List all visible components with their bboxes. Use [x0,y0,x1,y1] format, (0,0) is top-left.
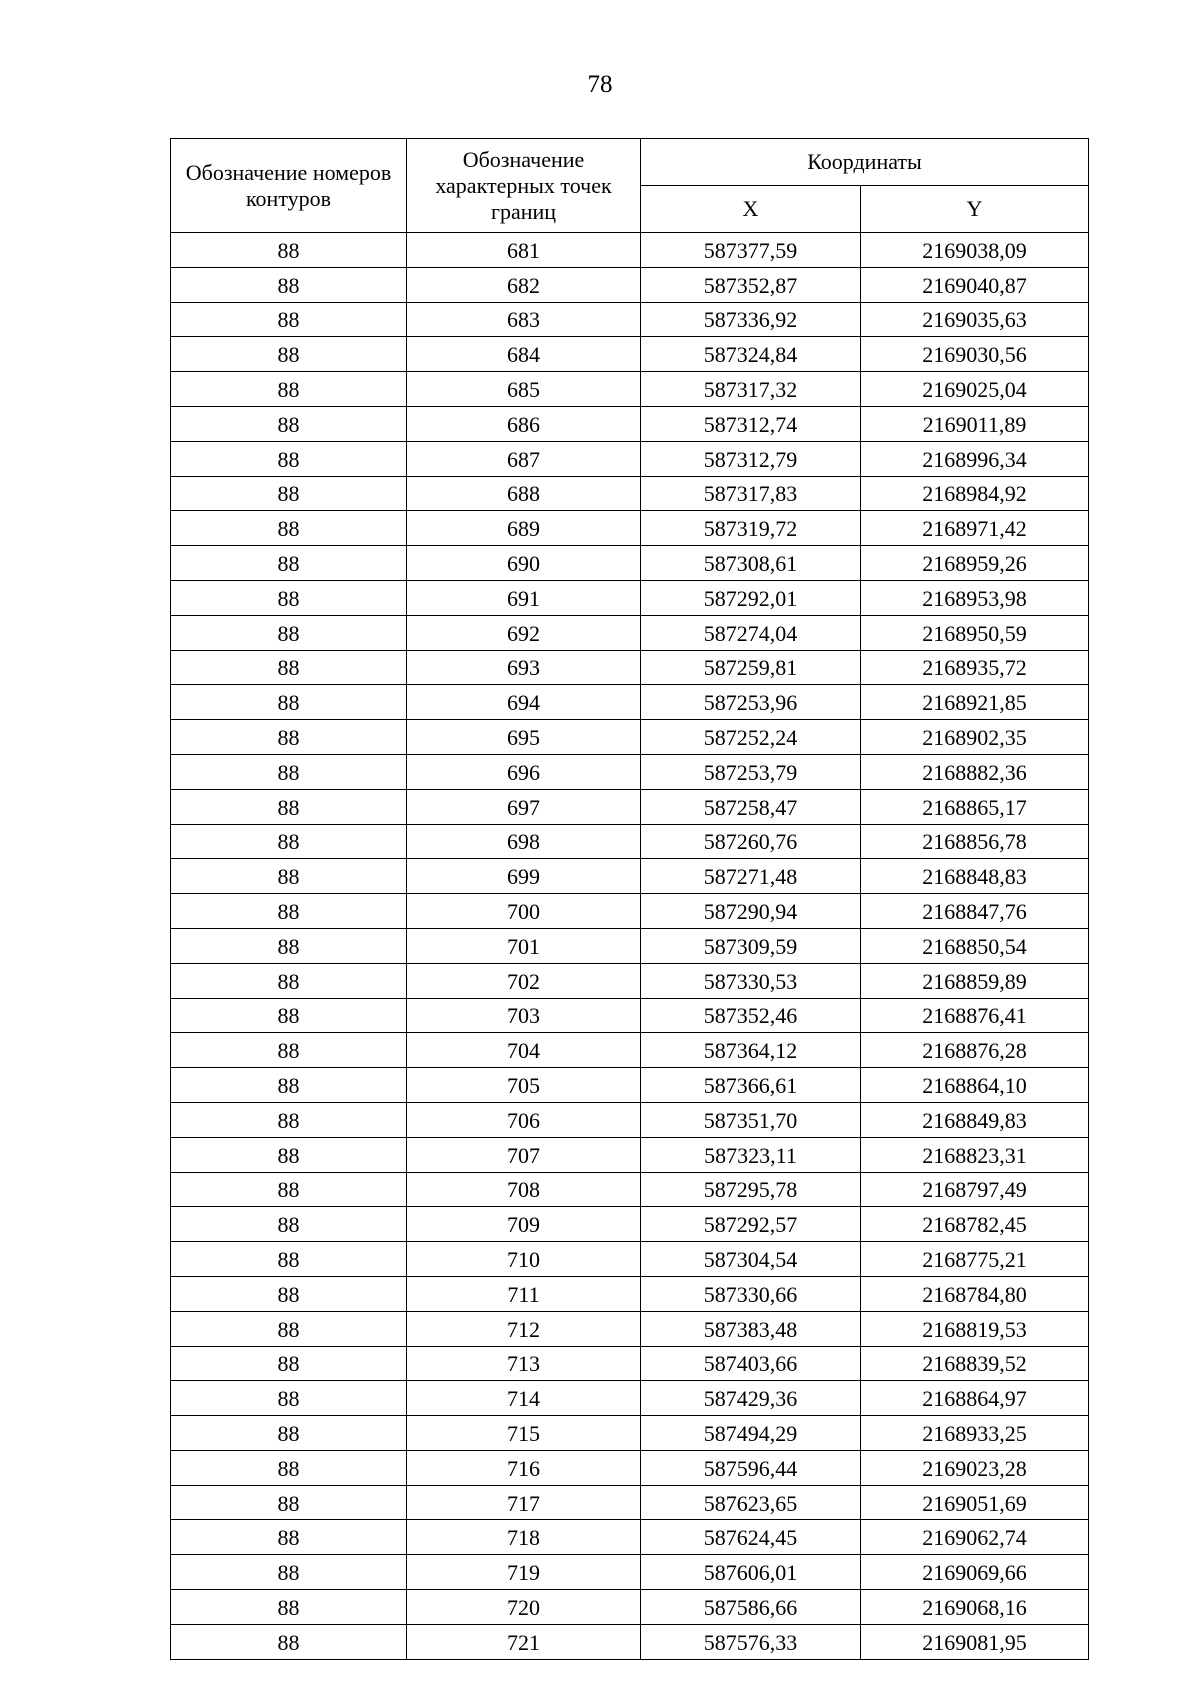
x-cell: 587366,61 [641,1068,861,1103]
x-cell: 587292,01 [641,580,861,615]
table-row [171,1346,1089,1381]
y-cell: 2168849,83 [861,1102,1089,1137]
point-cell: 688 [407,476,641,511]
point-cell: 700 [407,894,641,929]
table-body [171,233,1089,1660]
contour-cell: 88 [171,1624,407,1659]
x-cell: 587403,66 [641,1346,861,1381]
y-cell: 2168784,80 [861,1276,1089,1311]
y-cell: 2168819,53 [861,1311,1089,1346]
x-cell: 587596,44 [641,1450,861,1485]
x-cell: 587383,48 [641,1311,861,1346]
page-number: 78 [587,71,613,98]
y-cell: 2169051,69 [861,1485,1089,1520]
table-row [171,859,1089,894]
header-row-top [171,139,1089,186]
x-cell: 587309,59 [641,928,861,963]
contour-cell: 88 [171,406,407,441]
point-cell: 705 [407,1068,641,1103]
point-cell: 710 [407,1242,641,1277]
contour-cell: 88 [171,372,407,407]
x-cell: 587330,66 [641,1276,861,1311]
table-row [171,1172,1089,1207]
y-cell: 2169035,63 [861,302,1089,337]
y-cell: 2169030,56 [861,337,1089,372]
y-cell: 2168850,54 [861,928,1089,963]
table-row [171,1520,1089,1555]
point-cell: 696 [407,754,641,789]
contour-cell: 88 [171,1485,407,1520]
contour-cell: 88 [171,1242,407,1277]
y-cell: 2169081,95 [861,1624,1089,1659]
table-row [171,302,1089,337]
header-point: Обозначение характерных точек границ [407,139,641,233]
table-row [171,1624,1089,1659]
x-cell: 587364,12 [641,1033,861,1068]
y-cell: 2168984,92 [861,476,1089,511]
table-row [171,720,1089,755]
point-cell: 720 [407,1590,641,1625]
point-cell: 712 [407,1311,641,1346]
x-cell: 587351,70 [641,1102,861,1137]
table-row [171,754,1089,789]
point-cell: 689 [407,511,641,546]
point-cell: 716 [407,1450,641,1485]
table-row [171,1102,1089,1137]
point-cell: 695 [407,720,641,755]
contour-cell: 88 [171,1555,407,1590]
table-row [171,337,1089,372]
point-cell: 718 [407,1520,641,1555]
x-cell: 587252,24 [641,720,861,755]
contour-cell: 88 [171,650,407,685]
y-cell: 2168876,28 [861,1033,1089,1068]
contour-cell: 88 [171,1207,407,1242]
table-row [171,1242,1089,1277]
point-cell: 719 [407,1555,641,1590]
table-row [171,963,1089,998]
contour-cell: 88 [171,511,407,546]
table-row [171,1137,1089,1172]
table-row [171,789,1089,824]
contour-cell: 88 [171,720,407,755]
y-cell: 2168848,83 [861,859,1089,894]
x-cell: 587253,79 [641,754,861,789]
x-cell: 587260,76 [641,824,861,859]
point-cell: 682 [407,267,641,302]
x-cell: 587352,87 [641,267,861,302]
x-cell: 587623,65 [641,1485,861,1520]
contour-cell: 88 [171,302,407,337]
x-cell: 587317,32 [641,372,861,407]
table-row [171,1381,1089,1416]
point-cell: 697 [407,789,641,824]
point-cell: 693 [407,650,641,685]
header-contour: Обозначение номеров контуров [171,139,407,233]
header-coordinates: Координаты [641,139,1089,186]
point-cell: 681 [407,233,641,268]
contour-cell: 88 [171,894,407,929]
table-row [171,615,1089,650]
table-row [171,1276,1089,1311]
contour-cell: 88 [171,1172,407,1207]
point-cell: 709 [407,1207,641,1242]
y-cell: 2169025,04 [861,372,1089,407]
x-cell: 587324,84 [641,337,861,372]
table-row [171,1033,1089,1068]
y-cell: 2168902,35 [861,720,1089,755]
y-cell: 2168856,78 [861,824,1089,859]
point-cell: 692 [407,615,641,650]
y-cell: 2168935,72 [861,650,1089,685]
contour-cell: 88 [171,1416,407,1451]
y-cell: 2168971,42 [861,511,1089,546]
point-cell: 691 [407,580,641,615]
contour-cell: 88 [171,1520,407,1555]
table-row [171,546,1089,581]
point-cell: 714 [407,1381,641,1416]
point-cell: 686 [407,406,641,441]
contour-cell: 88 [171,1450,407,1485]
point-cell: 708 [407,1172,641,1207]
y-cell: 2168797,49 [861,1172,1089,1207]
table-row [171,1311,1089,1346]
contour-cell: 88 [171,1346,407,1381]
point-cell: 711 [407,1276,641,1311]
point-cell: 701 [407,928,641,963]
table-row [171,580,1089,615]
table-row [171,650,1089,685]
table-row [171,233,1089,268]
coordinates-table [170,138,1089,1660]
contour-cell: 88 [171,1276,407,1311]
x-cell: 587295,78 [641,1172,861,1207]
table-header [171,139,1089,233]
table-row [171,824,1089,859]
contour-cell: 88 [171,824,407,859]
table-row [171,1068,1089,1103]
table-row [171,1416,1089,1451]
y-cell: 2169038,09 [861,233,1089,268]
contour-cell: 88 [171,1311,407,1346]
y-cell: 2168996,34 [861,441,1089,476]
x-cell: 587494,29 [641,1416,861,1451]
header-y: Y [861,186,1089,233]
x-cell: 587377,59 [641,233,861,268]
y-cell: 2168882,36 [861,754,1089,789]
y-cell: 2168933,25 [861,1416,1089,1451]
point-cell: 687 [407,441,641,476]
x-cell: 587352,46 [641,998,861,1033]
y-cell: 2169068,16 [861,1590,1089,1625]
point-cell: 684 [407,337,641,372]
x-cell: 587319,72 [641,511,861,546]
y-cell: 2169069,66 [861,1555,1089,1590]
table-row [171,894,1089,929]
table-row [171,511,1089,546]
point-cell: 685 [407,372,641,407]
contour-cell: 88 [171,337,407,372]
x-cell: 587292,57 [641,1207,861,1242]
contour-cell: 88 [171,267,407,302]
contour-cell: 88 [171,963,407,998]
y-cell: 2169040,87 [861,267,1089,302]
contour-cell: 88 [171,998,407,1033]
contour-cell: 88 [171,1590,407,1625]
y-cell: 2168864,10 [861,1068,1089,1103]
point-cell: 694 [407,685,641,720]
table-row [171,685,1089,720]
x-cell: 587274,04 [641,615,861,650]
point-cell: 704 [407,1033,641,1068]
x-cell: 587586,66 [641,1590,861,1625]
point-cell: 707 [407,1137,641,1172]
contour-cell: 88 [171,685,407,720]
contour-cell: 88 [171,1137,407,1172]
y-cell: 2168950,59 [861,615,1089,650]
point-cell: 721 [407,1624,641,1659]
y-cell: 2168782,45 [861,1207,1089,1242]
point-cell: 715 [407,1416,641,1451]
point-cell: 690 [407,546,641,581]
x-cell: 587330,53 [641,963,861,998]
table-row [171,441,1089,476]
y-cell: 2168839,52 [861,1346,1089,1381]
x-cell: 587429,36 [641,1381,861,1416]
x-cell: 587312,74 [641,406,861,441]
point-cell: 699 [407,859,641,894]
y-cell: 2168959,26 [861,546,1089,581]
contour-cell: 88 [171,476,407,511]
contour-cell: 88 [171,580,407,615]
y-cell: 2168775,21 [861,1242,1089,1277]
point-cell: 703 [407,998,641,1033]
contour-cell: 88 [171,859,407,894]
contour-cell: 88 [171,1068,407,1103]
table-row [171,1485,1089,1520]
table-row [171,1590,1089,1625]
point-cell: 717 [407,1485,641,1520]
contour-cell: 88 [171,1102,407,1137]
contour-cell: 88 [171,233,407,268]
table-row [171,476,1089,511]
contour-cell: 88 [171,789,407,824]
contour-cell: 88 [171,928,407,963]
y-cell: 2168823,31 [861,1137,1089,1172]
y-cell: 2169062,74 [861,1520,1089,1555]
x-cell: 587323,11 [641,1137,861,1172]
y-cell: 2168865,17 [861,789,1089,824]
x-cell: 587308,61 [641,546,861,581]
contour-cell: 88 [171,546,407,581]
y-cell: 2168921,85 [861,685,1089,720]
x-cell: 587258,47 [641,789,861,824]
x-cell: 587576,33 [641,1624,861,1659]
y-cell: 2168953,98 [861,580,1089,615]
header-x: X [641,186,861,233]
y-cell: 2169023,28 [861,1450,1089,1485]
contour-cell: 88 [171,615,407,650]
table-row [171,1555,1089,1590]
x-cell: 587624,45 [641,1520,861,1555]
x-cell: 587290,94 [641,894,861,929]
x-cell: 587317,83 [641,476,861,511]
x-cell: 587271,48 [641,859,861,894]
y-cell: 2168847,76 [861,894,1089,929]
contour-cell: 88 [171,1381,407,1416]
x-cell: 587312,79 [641,441,861,476]
point-cell: 702 [407,963,641,998]
x-cell: 587259,81 [641,650,861,685]
table-row [171,1207,1089,1242]
table-row [171,928,1089,963]
y-cell: 2169011,89 [861,406,1089,441]
table-row [171,406,1089,441]
table-row [171,372,1089,407]
table-row [171,267,1089,302]
table-row [171,998,1089,1033]
point-cell: 706 [407,1102,641,1137]
y-cell: 2168864,97 [861,1381,1089,1416]
point-cell: 713 [407,1346,641,1381]
contour-cell: 88 [171,1033,407,1068]
contour-cell: 88 [171,754,407,789]
y-cell: 2168859,89 [861,963,1089,998]
table-row [171,1450,1089,1485]
contour-cell: 88 [171,441,407,476]
x-cell: 587253,96 [641,685,861,720]
x-cell: 587336,92 [641,302,861,337]
point-cell: 683 [407,302,641,337]
y-cell: 2168876,41 [861,998,1089,1033]
point-cell: 698 [407,824,641,859]
x-cell: 587606,01 [641,1555,861,1590]
x-cell: 587304,54 [641,1242,861,1277]
